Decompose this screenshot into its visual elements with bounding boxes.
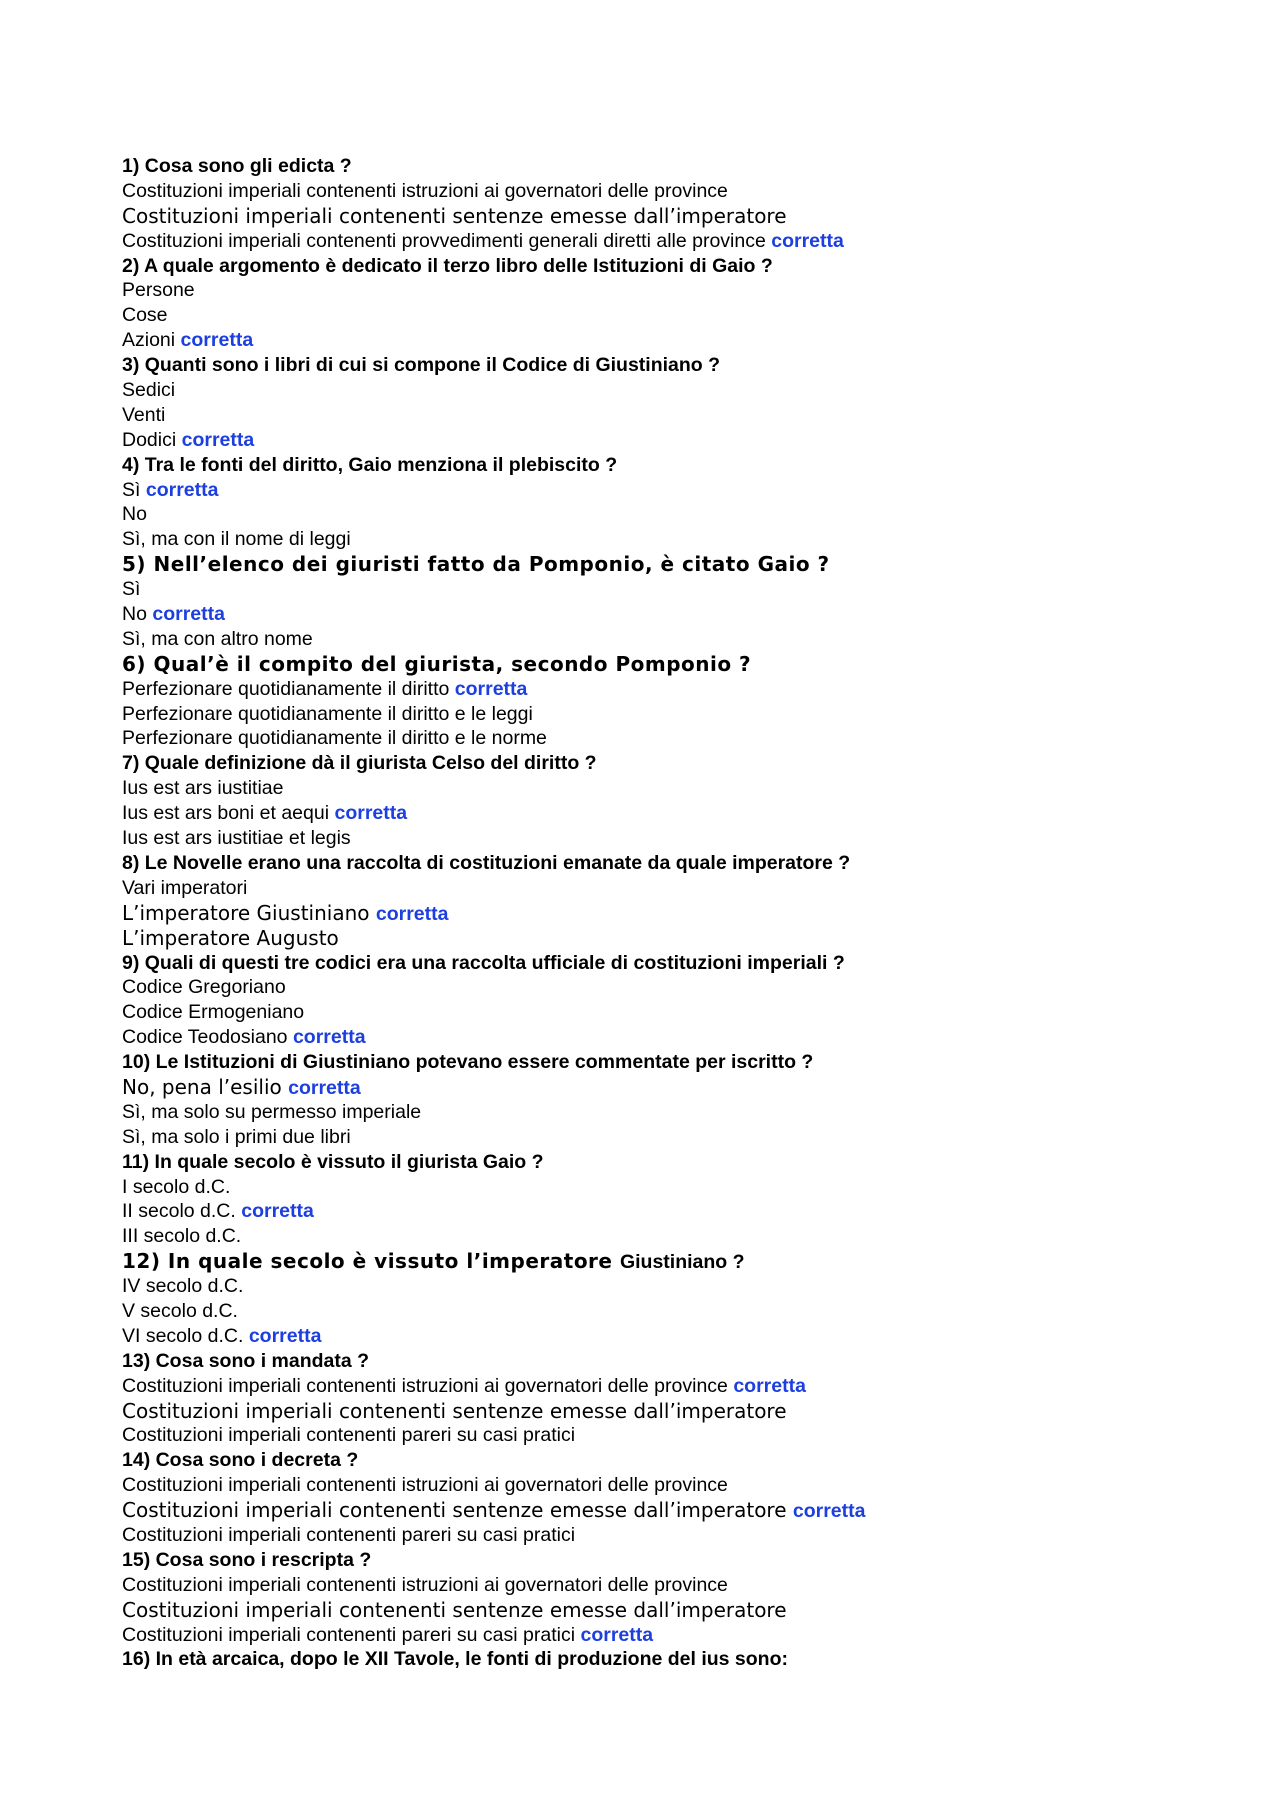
correct-mark: corretta (375, 902, 449, 925)
answer-text: Sì, ma solo i primi due libri (122, 1125, 351, 1148)
answer-option (122, 502, 1222, 527)
answer-option (122, 1175, 1222, 1200)
answer-option (122, 1224, 1222, 1249)
correct-mark: corretta (288, 1076, 361, 1099)
question-title: 2) A quale argomento è dedicato il terzo libro delle Istituzioni di Gaio ? (122, 254, 773, 277)
answer-text: Perfezionare quotidianamente il diritto e le norme (122, 727, 547, 750)
answer-text: Costituzioni imperiali contenenti istruzioni ai governatori delle province (122, 1474, 728, 1497)
answer-text: Cose (122, 304, 168, 327)
answer-text: Costituzioni imperiali contenenti istruzioni ai governatori delle province (122, 1573, 728, 1596)
question-title: 8) Le Novelle erano una raccolta di costituzioni emanate da quale imperatore ? (122, 851, 851, 874)
answer-text: Costituzioni imperiali contenenti sentenze emesse dall’imperatore (122, 1597, 787, 1622)
question-title: 9) Quali di questi tre codici era una raccolta ufficiale di costituzioni imperiali ? (122, 951, 845, 974)
question-title: 6) Qual’è il compito del giurista, secondo Pomponio ? (122, 651, 752, 676)
answer-text: No (122, 503, 147, 526)
answer-text: Ius est ars iustitiae et legis (122, 827, 351, 850)
answer-text: Sì (122, 478, 141, 501)
answer-option (122, 478, 1222, 503)
question-title: 15) Cosa sono i rescripta ? (122, 1548, 372, 1571)
answer-text: Persone (122, 279, 195, 302)
answer-option (122, 1423, 1222, 1448)
answer-text: Venti (122, 403, 166, 426)
answer-text: I secolo d.C. (122, 1175, 231, 1198)
answer-option (122, 278, 1222, 303)
answer-option (122, 204, 1222, 229)
answer-option (122, 1498, 1222, 1523)
answer-text: II secolo d.C. (122, 1200, 236, 1223)
answer-option (122, 801, 1222, 826)
answer-option (122, 1274, 1222, 1299)
answer-text: Costituzioni imperiali contenenti sentenze emesse dall’imperatore (122, 1498, 787, 1523)
correct-mark: corretta (733, 1374, 806, 1397)
correct-mark: corretta (580, 1623, 654, 1646)
correct-mark: corretta (180, 329, 254, 352)
answer-option (122, 179, 1222, 204)
answer-option (122, 403, 1222, 428)
answer-text: Sì, ma solo su permesso imperiale (122, 1100, 422, 1123)
answer-option (122, 1399, 1222, 1424)
answer-text: V secolo d.C. (122, 1299, 238, 1322)
correct-mark: corretta (241, 1200, 314, 1223)
answer-option (122, 1000, 1222, 1025)
question-title-main: 12) In quale secolo è vissuto l’imperatore (122, 1249, 613, 1274)
answer-text: III secolo d.C. (122, 1225, 242, 1248)
correct-mark: corretta (248, 1324, 322, 1347)
correct-mark: corretta (145, 478, 219, 501)
correct-mark: corretta (181, 428, 255, 451)
question-title: 3) Quanti sono i libri di cui si compone il Codice di Giustiniano ? (122, 354, 721, 377)
answer-option (122, 1523, 1222, 1548)
question-title: 10) Le Istituzioni di Giustiniano potevano essere commentate per iscritto ? (122, 1051, 814, 1074)
question-title: 1) Cosa sono gli edicta ? (122, 155, 352, 177)
question-title: 14) Cosa sono i decreta ? (122, 1449, 359, 1472)
answer-option (122, 1299, 1222, 1324)
answer-text: Vari imperatori (122, 876, 248, 899)
answer-option (122, 627, 1222, 652)
correct-mark: corretta (771, 229, 844, 252)
answer-text: Costituzioni imperiali contenenti provvedimenti generali diretti alle province (122, 229, 766, 252)
answer-option (122, 975, 1222, 1000)
correct-mark: corretta (334, 802, 408, 825)
correct-mark: corretta (454, 677, 528, 700)
answer-option (122, 602, 1222, 627)
answer-text: Costituzioni imperiali contenenti sentenze emesse dall’imperatore (122, 203, 787, 228)
question-title: 13) Cosa sono i mandata ? (122, 1349, 370, 1372)
correct-mark: corretta (292, 1026, 366, 1049)
answer-option (122, 1199, 1222, 1224)
answer-text: Ius est ars iustitiae (122, 777, 284, 800)
answer-text: Sedici (122, 379, 176, 402)
answer-text: Costituzioni imperiali contenenti sentenze emesse dall’imperatore (122, 1398, 787, 1423)
question-title: 16) In età arcaica, dopo le XII Tavole, le fonti di produzione del ius sono: (122, 1648, 788, 1671)
question-title-tail: Giustiniano ? (619, 1251, 745, 1274)
answer-text: Costituzioni imperiali contenenti pareri su casi pratici (122, 1424, 576, 1447)
answer-text: Ius est ars boni et aequi (122, 802, 330, 825)
answer-option (122, 1374, 1222, 1399)
answer-option (122, 702, 1222, 727)
answer-text: Perfezionare quotidianamente il diritto e le leggi (122, 702, 533, 725)
answer-text: Perfezionare quotidianamente il diritto (122, 677, 450, 700)
answer-text: Dodici (122, 428, 177, 451)
answer-option (122, 577, 1222, 602)
answer-option (122, 1324, 1222, 1349)
answer-option (122, 1100, 1222, 1125)
answer-text: Codice Teodosiano (122, 1026, 288, 1049)
answer-option (122, 776, 1222, 801)
answer-option (122, 229, 1222, 254)
answer-option (122, 826, 1222, 851)
answer-option (122, 677, 1222, 702)
answer-option (122, 901, 1222, 926)
answer-option (122, 876, 1222, 901)
answer-option (122, 527, 1222, 552)
answer-text: Sì, ma con altro nome (122, 627, 313, 650)
answer-text: Azioni (122, 329, 176, 352)
answer-text: Sì (122, 578, 141, 601)
answer-text: Costituzioni imperiali contenenti istruzioni ai governatori delle province (122, 179, 728, 202)
question-title (122, 1249, 1222, 1274)
answer-option (122, 303, 1222, 328)
answer-text: Costituzioni imperiali contenenti pareri su casi pratici (122, 1523, 576, 1546)
question-title: 11) In quale secolo è vissuto il giurista Gaio ? (122, 1150, 544, 1173)
question-title: 5) Nell’elenco dei giuristi fatto da Pomponio, è citato Gaio ? (122, 552, 830, 577)
answer-option (122, 1573, 1222, 1598)
answer-option (122, 1125, 1222, 1150)
answer-option (122, 328, 1222, 353)
answer-option (122, 428, 1222, 453)
answer-option (122, 1075, 1222, 1100)
answer-text: No, pena l’esilio (122, 1074, 282, 1099)
quiz-content (122, 154, 1222, 1672)
answer-text: Costituzioni imperiali contenenti istruzioni ai governatori delle province (122, 1374, 728, 1397)
answer-option (122, 926, 1222, 951)
answer-text: L’imperatore Augusto (122, 925, 339, 950)
answer-option (122, 726, 1222, 751)
answer-text: L’imperatore Giustiniano (122, 900, 370, 925)
answer-option (122, 1025, 1222, 1050)
correct-mark: corretta (152, 603, 225, 626)
answer-option (122, 1473, 1222, 1498)
answer-text: Costituzioni imperiali contenenti pareri su casi pratici (122, 1623, 576, 1646)
correct-mark: corretta (792, 1500, 866, 1523)
answer-text: No (122, 603, 147, 626)
answer-text: Codice Ermogeniano (122, 1001, 305, 1024)
answer-text: IV secolo d.C. (122, 1275, 244, 1298)
answer-text: VI secolo d.C. (122, 1324, 244, 1347)
question-title: 7) Quale definizione dà il giurista Celso del diritto ? (122, 752, 597, 775)
answer-text: Codice Gregoriano (122, 976, 286, 999)
question-title: 4) Tra le fonti del diritto, Gaio menziona il plebiscito ? (122, 453, 618, 476)
answer-option (122, 378, 1222, 403)
answer-option (122, 1598, 1222, 1623)
answer-option (122, 1623, 1222, 1648)
answer-text: Sì, ma con il nome di leggi (122, 528, 351, 551)
